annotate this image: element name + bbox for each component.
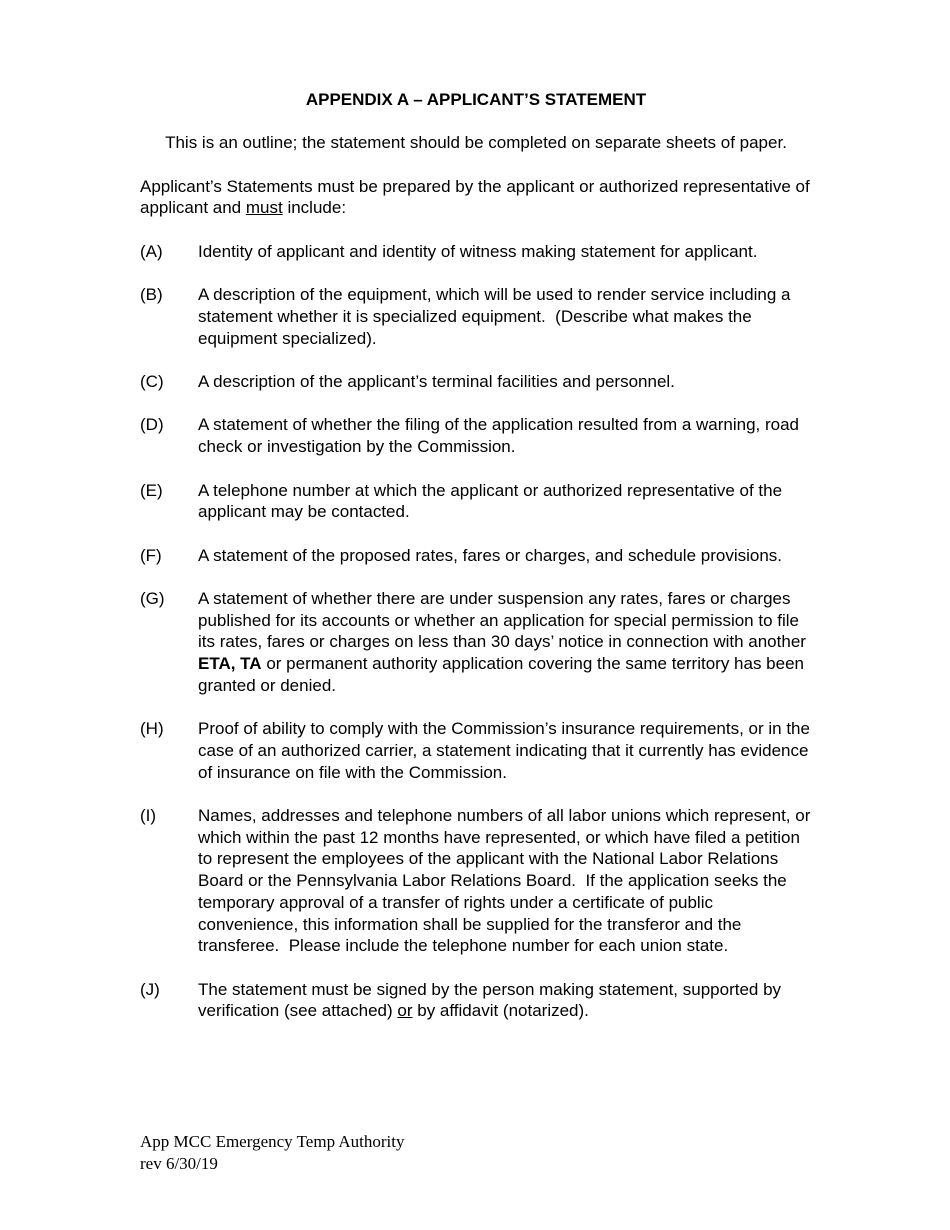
statement-item: [140, 979, 812, 1022]
item-label: (D): [140, 415, 164, 435]
statement-item: [140, 241, 812, 263]
statement-item: [140, 371, 812, 393]
statement-item: [140, 805, 816, 957]
item-label: (I): [140, 806, 157, 826]
document-subtitle: This is an outline; the statement should be completed on separate sheets of paper.: [165, 133, 787, 153]
document-content: [140, 89, 816, 1044]
statement-item: [140, 718, 815, 783]
item-text: The statement must be signed by the person making statement, supported by verification (see attached) or by affidavit (notarized).: [198, 979, 786, 1021]
item-label: (C): [140, 372, 164, 392]
item-text: Names, addresses and telephone numbers of all labor unions which represent, or which within the past 12 months have represented, or which have filed a petition to represent the employees of the applicant with the National Labor Relations Board or the Pennsylvania Labor Relations Board. If the application seeks the temporary approval of a transfer of rights under a certificate of public convenience, this information shall be supplied for the transferor and the transferee. Please include the telephone number for each union state.: [198, 806, 816, 956]
item-text: Proof of ability to comply with the Commission’s insurance requirements, or in the case of an authorized carrier, a statement indicating that it currently has evidence of insurance on file with the Commission.: [198, 719, 815, 782]
item-label: (F): [140, 545, 162, 565]
statement-item-list: [140, 241, 816, 1022]
item-label: (A): [140, 241, 163, 261]
intro-paragraph: Applicant’s Statements must be prepared by the applicant or authorized representative of applicant and must include:: [140, 176, 815, 218]
item-text: A statement of whether the filing of the application resulted from a warning, road check or investigation by the Commission.: [198, 415, 804, 457]
item-text: Identity of applicant and identity of witness making statement for applicant.: [198, 241, 758, 261]
document-footer: [140, 1131, 405, 1175]
statement-item: [140, 414, 812, 457]
footer-form-name: App MCC Emergency Temp Authority: [140, 1132, 405, 1151]
item-text: A statement of whether there are under suspension any rates, fares or charges published for its accounts or whether an application for special permission to file its rates, fares or charges on less than 30 days’ notice in connection with another ETA, TA or permanent authority application covering the same territory has been granted or denied.: [198, 589, 811, 695]
statement-item: [140, 480, 812, 523]
item-text: A statement of the proposed rates, fares or charges, and schedule provisions.: [198, 545, 783, 565]
item-text: A description of the equipment, which will be used to render service including a statement whether it is specialized equipment. (Describe what makes the equipment specialized).: [198, 285, 796, 348]
item-label: (J): [140, 979, 160, 999]
item-text: A description of the applicant’s terminal facilities and personnel.: [198, 372, 675, 392]
statement-item: [140, 545, 812, 567]
item-label: (G): [140, 589, 165, 609]
statement-item: [140, 588, 812, 697]
statement-item: [140, 284, 812, 349]
item-label: (H): [140, 719, 164, 739]
document-title: APPENDIX A – APPLICANT’S STATEMENT: [305, 90, 647, 109]
item-label: (B): [140, 285, 163, 305]
footer-revision-date: rev 6/30/19: [140, 1154, 218, 1173]
item-text: A telephone number at which the applicant or authorized representative of the applicant may be contacted.: [198, 480, 787, 522]
item-label: (E): [140, 480, 163, 500]
